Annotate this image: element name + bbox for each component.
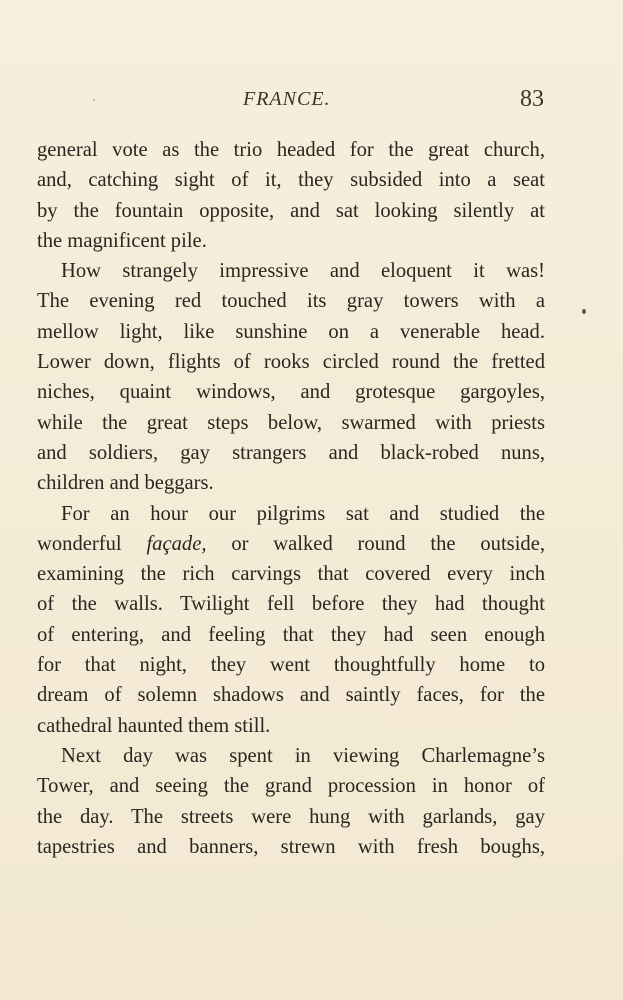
text-line: and soldiers, gay strangers and black-robed nuns, <box>37 441 545 464</box>
paragraph-4 <box>37 741 545 862</box>
paragraph-1 <box>37 135 545 256</box>
text-line: of the walls. Twilight fell before they had thought <box>37 593 545 616</box>
text-line: children and beggars. <box>37 472 214 495</box>
paper-speck <box>93 99 95 101</box>
text-line: by the fountain opposite, and sat looking silently at <box>37 199 545 222</box>
text-fragment: wonderful <box>37 532 122 555</box>
text-line: the day. The streets were hung with garlands, gay <box>37 805 545 828</box>
text-line: mellow light, like sunshine on a venerable head. <box>37 320 545 343</box>
text-line: niches, quaint windows, and grotesque gargoyles, <box>37 381 545 404</box>
text-fragment: or walked round the outside, <box>231 532 545 555</box>
text-line-with-italic <box>37 529 545 559</box>
text-line: general vote as the trio headed for the great church, <box>37 139 545 161</box>
text-line: Tower, and seeing the grand procession in honor of <box>37 775 545 798</box>
italic-word: façade, <box>146 532 207 555</box>
text-line: for that night, they went thoughtfully home to <box>37 654 545 677</box>
body-text <box>37 135 545 862</box>
text-line: Next day was spent in viewing Charlemagne’s <box>61 744 545 767</box>
text-line: cathedral haunted them still. <box>37 714 271 737</box>
paragraph-3 <box>37 499 545 741</box>
page-number: 83 <box>520 86 544 112</box>
text-line: How strangely impressive and eloquent it was! <box>61 260 545 283</box>
text-line: while the great steps below, swarmed with priests <box>37 411 545 434</box>
ink-speck <box>582 309 586 314</box>
text-line: The evening red touched its gray towers with a <box>37 290 545 313</box>
text-line: dream of solemn shadows and saintly faces, for the <box>37 684 545 707</box>
text-line: For an hour our pilgrims sat and studied the <box>61 502 545 525</box>
text-line: of entering, and feeling that they had seen enough <box>37 623 545 646</box>
text-line: examining the rich carvings that covered every inch <box>37 563 545 586</box>
paragraph-2 <box>37 256 545 498</box>
text-line: and, catching sight of it, they subsided into a seat <box>37 169 545 192</box>
text-line: the magnificent pile. <box>37 229 207 252</box>
text-line: tapestries and banners, strewn with fresh boughs, <box>37 835 545 858</box>
text-line: Lower down, flights of rooks circled round the fretted <box>37 351 545 374</box>
running-title: FRANCE. <box>243 88 331 110</box>
